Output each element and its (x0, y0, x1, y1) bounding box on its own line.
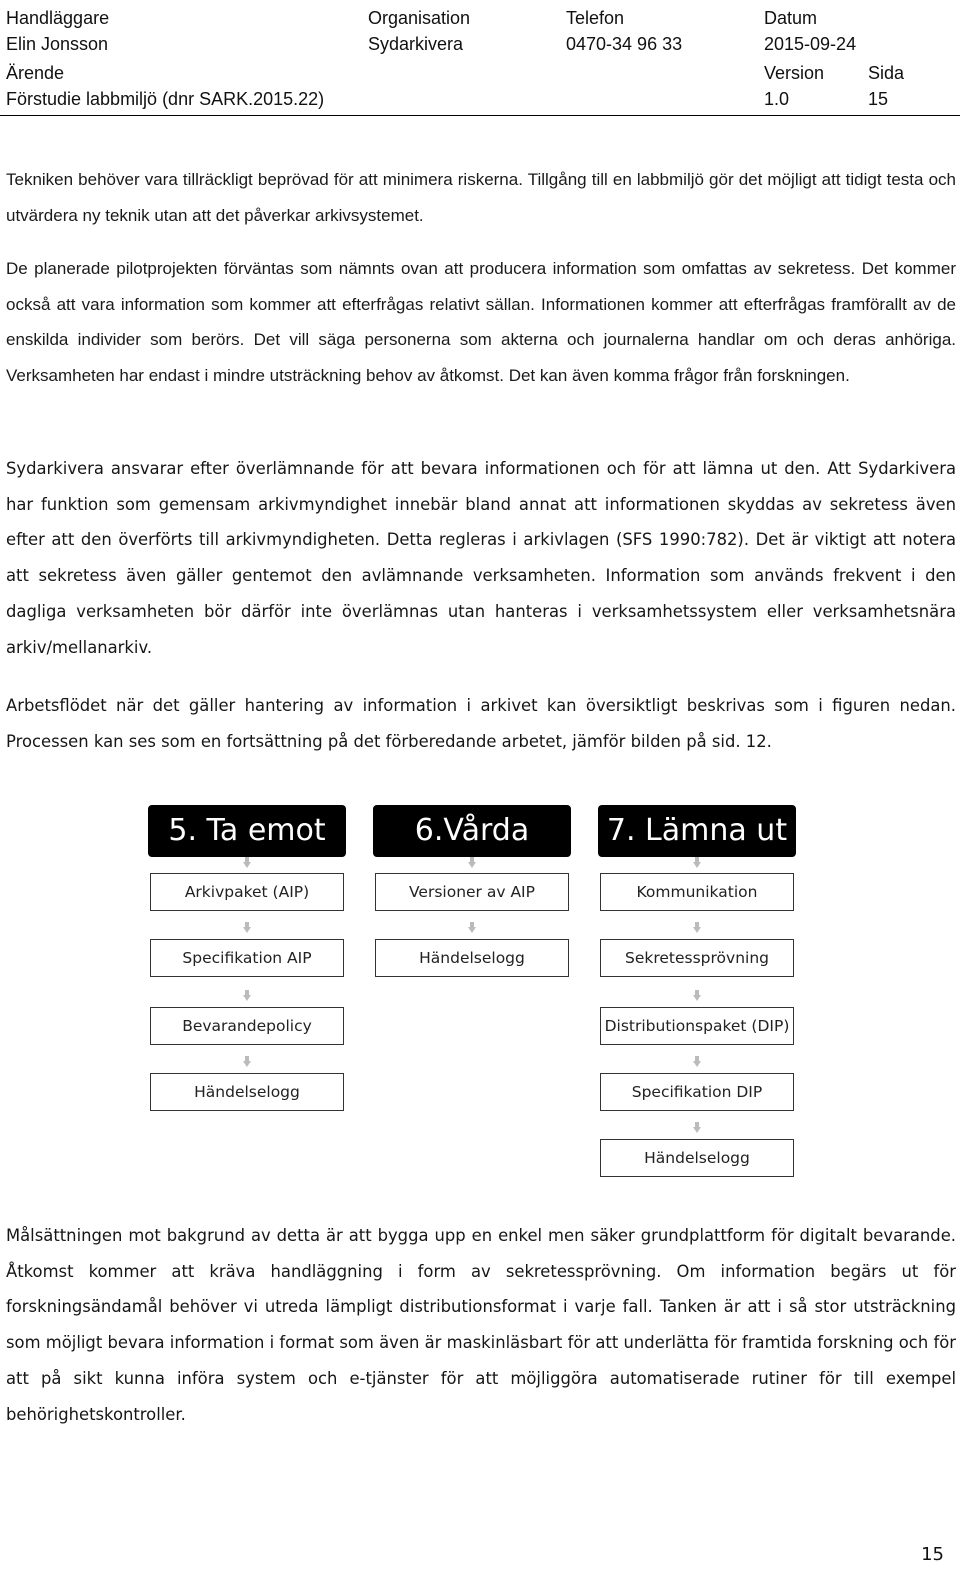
process-box: Versioner av AIP (375, 873, 569, 911)
sida-field (868, 60, 904, 112)
document-header (0, 0, 960, 116)
phase-ta-emot: 5. Ta emot (148, 805, 346, 857)
handlaggare-value: Elin Jonsson (6, 34, 109, 54)
arrow-icon (693, 927, 701, 933)
paragraph-2: De planerade pilotprojekten förväntas som nämnts ovan att producera information som omfattas av sekretess. Det kommer också att vara information som kommer att efterfrågas relativt sällan. Informationen kommer att efterfrågas framförallt av de enskilda individer som berörs. Det vill säga personerna som akterna och journalerna handlar om och deras anhöriga. Verksamheten har endast i mindre utsträckning behov av åtkomst. Det kan även komma frågor från forskningen. (6, 259, 956, 386)
telefon-label: Telefon (566, 8, 625, 28)
phase-varda: 6.Vårda (373, 805, 571, 857)
version-field (764, 60, 824, 112)
arrow-icon (693, 1061, 701, 1067)
process-box: Bevarandepolicy (150, 1007, 344, 1045)
process-box: Händelselogg (600, 1139, 794, 1177)
sida-value: 15 (868, 89, 889, 109)
process-box: Sekretessprövning (600, 939, 794, 977)
handlaggare-field (6, 5, 109, 57)
arrow-icon (243, 995, 251, 1001)
process-box: Specifikation DIP (600, 1073, 794, 1111)
datum-field (764, 5, 856, 57)
phase-lamna-ut: 7. Lämna ut (598, 805, 796, 857)
datum-label: Datum (764, 8, 818, 28)
page-number: 15 (921, 1544, 944, 1565)
datum-value: 2015-09-24 (764, 34, 857, 54)
arrow-icon (693, 862, 701, 868)
telefon-field (566, 5, 682, 57)
paragraph-4: Arbetsflödet när det gäller hantering av information i arkivet kan översiktligt beskrivas som i figuren nedan. Processen kan ses som en fortsättning på det förberedande arbetet, jämför bilden på sid. 12. (6, 696, 956, 751)
organisation-value: Sydarkivera (368, 34, 464, 54)
process-box: Distributionspaket (DIP) (600, 1007, 794, 1045)
organisation-field (368, 5, 470, 57)
arrow-icon (243, 927, 251, 933)
arrow-icon (693, 995, 701, 1001)
process-box: Arkivpaket (AIP) (150, 873, 344, 911)
process-box: Händelselogg (150, 1073, 344, 1111)
paragraph-1: Tekniken behöver vara tillräckligt beprövad för att minimera riskerna. Tillgång till en labbmiljö gör det möjligt att tidigt testa och utvärdera ny teknik utan att det påverkar arkivsystemet. (6, 170, 956, 225)
workflow-diagram (140, 805, 820, 1195)
arrow-icon (693, 1127, 701, 1133)
arende-field (6, 60, 324, 112)
arrow-icon (243, 862, 251, 868)
process-box: Kommunikation (600, 873, 794, 911)
organisation-label: Organisation (368, 8, 471, 28)
handlaggare-label: Handläggare (6, 8, 110, 28)
paragraph-5: Målsättningen mot bakgrund av detta är att bygga upp en enkel men säker grundplattform för digitalt bevarande. Åtkomst kommer att kräva handläggning i form av sekretessprövning. Om information begärs ut för forskningsändamål behöver vi utreda lämpligt distributionsformat i varje fall. Tanken är att i så stor utsträckning som möjligt bevara information i format som även är maskinläsbart för att underlätta för framtida forskning och för att på sikt kunna införa system och e-tjänster för att möjliggöra automatiserade rutiner för till exempel behörighetskontroller. (6, 1226, 956, 1424)
process-box: Specifikation AIP (150, 939, 344, 977)
version-value: 1.0 (764, 89, 790, 109)
arende-label: Ärende (6, 63, 65, 83)
telefon-value: 0470-34 96 33 (566, 34, 683, 54)
paragraph-3: Sydarkivera ansvarar efter överlämnande för att bevara informationen och för att lämna ut den. Att Sydarkivera har funktion som gemensam arkivmyndighet innebär bland annat att informationen skyddas av sekretess även efter att den överförts till arkivmyndigheten. Detta regleras i arkivlagen (SFS 1990:782). Det är viktigt att notera att sekretess även gäller gentemot den avlämnande verksamheten. Information som används frekvent i den dagliga verksamheten bör därför inte överlämnas utan hanteras i verksamhetssystem eller verksamhetsnära arkiv/mellanarkiv. (6, 459, 956, 657)
arrow-icon (468, 927, 476, 933)
version-label: Version (764, 63, 825, 83)
arende-value: Förstudie labbmiljö (dnr SARK.2015.22) (6, 89, 325, 109)
process-box: Händelselogg (375, 939, 569, 977)
sida-label: Sida (868, 63, 905, 83)
arrow-icon (468, 862, 476, 868)
arrow-icon (243, 1061, 251, 1067)
